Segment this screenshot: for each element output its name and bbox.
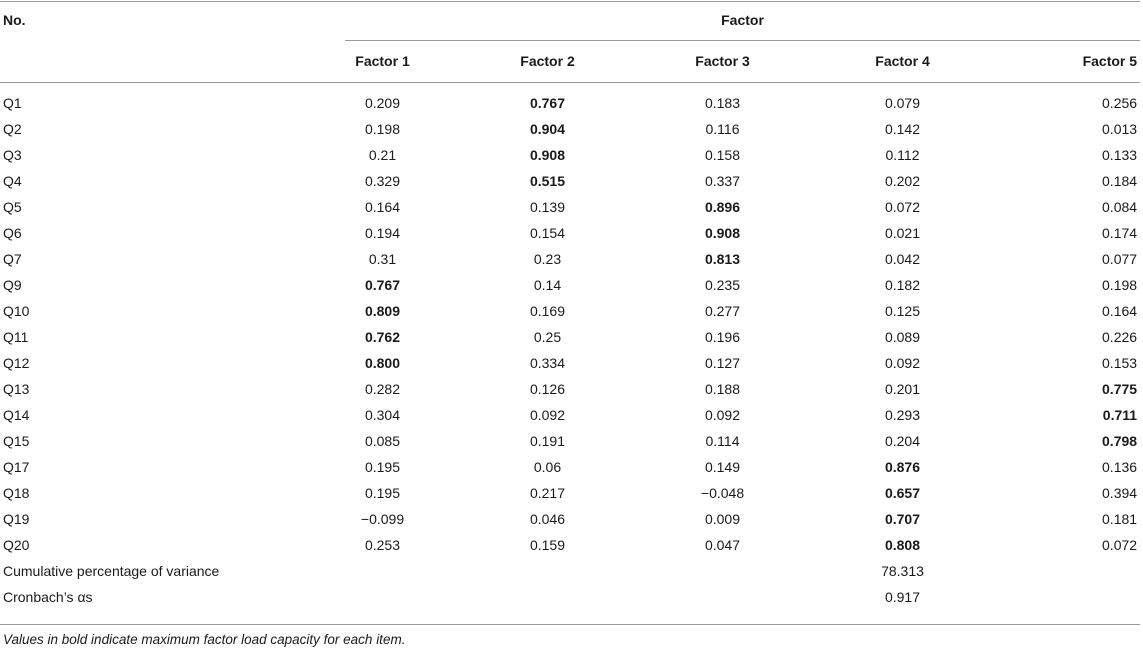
table-row (0, 480, 1140, 506)
table-cell: 0.153 (1102, 355, 1138, 371)
summary-row (0, 584, 1140, 610)
row-label: Q9 (3, 277, 22, 293)
table-cell: −0.099 (360, 511, 405, 527)
table-cell: 0.253 (364, 537, 401, 553)
table-cell: 0.169 (529, 303, 566, 319)
table-row (0, 116, 1140, 142)
table-row (0, 532, 1140, 558)
row-label: Q7 (3, 251, 22, 267)
table-cell: −0.048 (700, 485, 745, 501)
table-cell: 0.798 (1102, 433, 1138, 449)
row-label: Q10 (3, 303, 30, 319)
table-cell: 0.711 (1102, 407, 1138, 423)
table-cell: 0.149 (704, 459, 741, 475)
table-cell: 0.196 (704, 329, 741, 345)
table-cell: 0.154 (529, 225, 566, 241)
table-cell: 0.767 (364, 277, 401, 293)
factor-header: Factor 2 (520, 53, 575, 69)
row-label: Q20 (3, 537, 30, 553)
table-cell: 0.334 (529, 355, 566, 371)
table-row (0, 194, 1140, 220)
table-cell: 0.762 (364, 329, 401, 345)
table-row (0, 246, 1140, 272)
row-label: Q14 (3, 407, 30, 423)
table-cell: 0.25 (533, 329, 562, 345)
table-row (0, 376, 1140, 402)
table-cell: 0.164 (1102, 303, 1138, 319)
factor-header: Factor 1 (355, 53, 410, 69)
table-cell: 0.394 (1102, 485, 1138, 501)
table-footnote: Values in bold indicate maximum factor load capacity for each item. (3, 632, 406, 647)
table-bottom-rule (0, 624, 1140, 625)
table-cell: 0.127 (704, 355, 741, 371)
table-cell: 0.293 (884, 407, 921, 423)
table-cell: 0.209 (364, 95, 401, 111)
row-label: Q18 (3, 485, 30, 501)
table-cell: 0.908 (529, 147, 566, 163)
table-cell: 0.084 (1102, 199, 1138, 215)
table-row (0, 168, 1140, 194)
table-cell: 0.337 (704, 173, 741, 189)
table-cell: 0.079 (884, 95, 921, 111)
table-cell: 0.089 (884, 329, 921, 345)
row-label: Q2 (3, 121, 22, 137)
table-cell: 0.876 (884, 459, 921, 475)
table-cell: 0.21 (368, 147, 397, 163)
row-label: Q11 (3, 329, 29, 345)
table-cell: 0.046 (529, 511, 566, 527)
table-cell: 0.009 (704, 511, 741, 527)
table-cell: 0.181 (1102, 511, 1138, 527)
table-cell: 0.194 (364, 225, 401, 241)
table-cell: 0.767 (529, 95, 566, 111)
table-cell: 0.092 (529, 407, 566, 423)
table-cell: 0.013 (1102, 121, 1138, 137)
table-cell: 0.085 (364, 433, 401, 449)
table-cell: 0.896 (704, 199, 741, 215)
column-header-no: No. (3, 12, 26, 28)
table-cell: 0.195 (364, 485, 401, 501)
row-label: Q5 (3, 199, 22, 215)
table-row (0, 428, 1140, 454)
summary-label: Cumulative percentage of variance (3, 563, 220, 579)
group-header-factor: Factor (721, 12, 764, 28)
table-row (0, 324, 1140, 350)
table-cell: 0.092 (884, 355, 921, 371)
table-cell: 0.042 (884, 251, 921, 267)
row-label: Q3 (3, 147, 22, 163)
table-cell: 0.184 (1102, 173, 1138, 189)
table-cell: 0.158 (704, 147, 741, 163)
summary-row (0, 558, 1140, 584)
table-cell: 0.072 (1102, 537, 1138, 553)
table-cell: 0.198 (364, 121, 401, 137)
table-cell: 0.072 (884, 199, 921, 215)
table-cell: 0.256 (1102, 95, 1138, 111)
table-cell: 0.191 (529, 433, 566, 449)
table-cell: 0.707 (884, 511, 921, 527)
table-row (0, 298, 1140, 324)
table-cell: 0.201 (884, 381, 921, 397)
table-cell: 0.908 (704, 225, 741, 241)
table-cell: 0.23 (533, 251, 562, 267)
table-cell: 0.142 (884, 121, 921, 137)
table-row (0, 272, 1140, 298)
table-cell: 0.139 (529, 199, 566, 215)
table-row (0, 90, 1140, 116)
table-cell: 0.182 (884, 277, 921, 293)
table-cell: 0.217 (529, 485, 566, 501)
table-cell: 0.195 (364, 459, 401, 475)
summary-value: 0.917 (884, 589, 921, 605)
table-cell: 0.198 (1102, 277, 1138, 293)
row-label: Q1 (3, 95, 22, 111)
summary-value: 78.313 (881, 563, 924, 579)
row-label: Q6 (3, 225, 22, 241)
factor-header: Factor 4 (875, 53, 930, 69)
table-row (0, 220, 1140, 246)
table-cell: 0.809 (364, 303, 401, 319)
table-row (0, 454, 1140, 480)
row-label: Q13 (3, 381, 30, 397)
table-cell: 0.204 (884, 433, 921, 449)
table-row (0, 350, 1140, 376)
table-cell: 0.657 (884, 485, 921, 501)
table-cell: 0.125 (884, 303, 921, 319)
table-cell: 0.164 (364, 199, 401, 215)
table-cell: 0.136 (1102, 459, 1138, 475)
table-cell: 0.282 (364, 381, 401, 397)
table-cell: 0.183 (704, 95, 741, 111)
table-row (0, 142, 1140, 168)
table-cell: 0.188 (704, 381, 741, 397)
table-cell: 0.800 (364, 355, 401, 371)
summary-label: Cronbach’s αs (3, 589, 93, 605)
row-label: Q17 (3, 459, 30, 475)
table-body (0, 82, 1140, 610)
table-cell: 0.304 (364, 407, 401, 423)
row-label: Q4 (3, 173, 22, 189)
table-cell: 0.021 (884, 225, 921, 241)
table-row (0, 402, 1140, 428)
table-cell: 0.047 (704, 537, 741, 553)
table-cell: 0.813 (704, 251, 741, 267)
row-label: Q15 (3, 433, 30, 449)
table-cell: 0.112 (885, 147, 920, 163)
table-cell: 0.114 (705, 433, 740, 449)
table-cell: 0.133 (1102, 147, 1138, 163)
table-cell: 0.515 (529, 173, 566, 189)
table-cell: 0.775 (1102, 381, 1138, 397)
row-label: Q12 (3, 355, 30, 371)
table-cell: 0.116 (705, 121, 740, 137)
table-cell: 0.329 (364, 173, 401, 189)
table-cell: 0.31 (368, 251, 397, 267)
table-cell: 0.202 (884, 173, 921, 189)
table-row (0, 506, 1140, 532)
factor-header: Factor 3 (695, 53, 750, 69)
table-cell: 0.126 (529, 381, 566, 397)
factor-header: Factor 5 (1082, 53, 1138, 69)
table-cell: 0.277 (704, 303, 741, 319)
table-cell: 0.14 (533, 277, 562, 293)
table-cell: 0.174 (1102, 225, 1138, 241)
table-cell: 0.235 (704, 277, 741, 293)
table-cell: 0.904 (529, 121, 566, 137)
row-label: Q19 (3, 511, 30, 527)
table-cell: 0.159 (529, 537, 566, 553)
table-cell: 0.808 (884, 537, 921, 553)
table-cell: 0.092 (704, 407, 741, 423)
table-cell: 0.06 (533, 459, 562, 475)
table-cell: 0.077 (1102, 251, 1138, 267)
table-cell: 0.226 (1102, 329, 1138, 345)
